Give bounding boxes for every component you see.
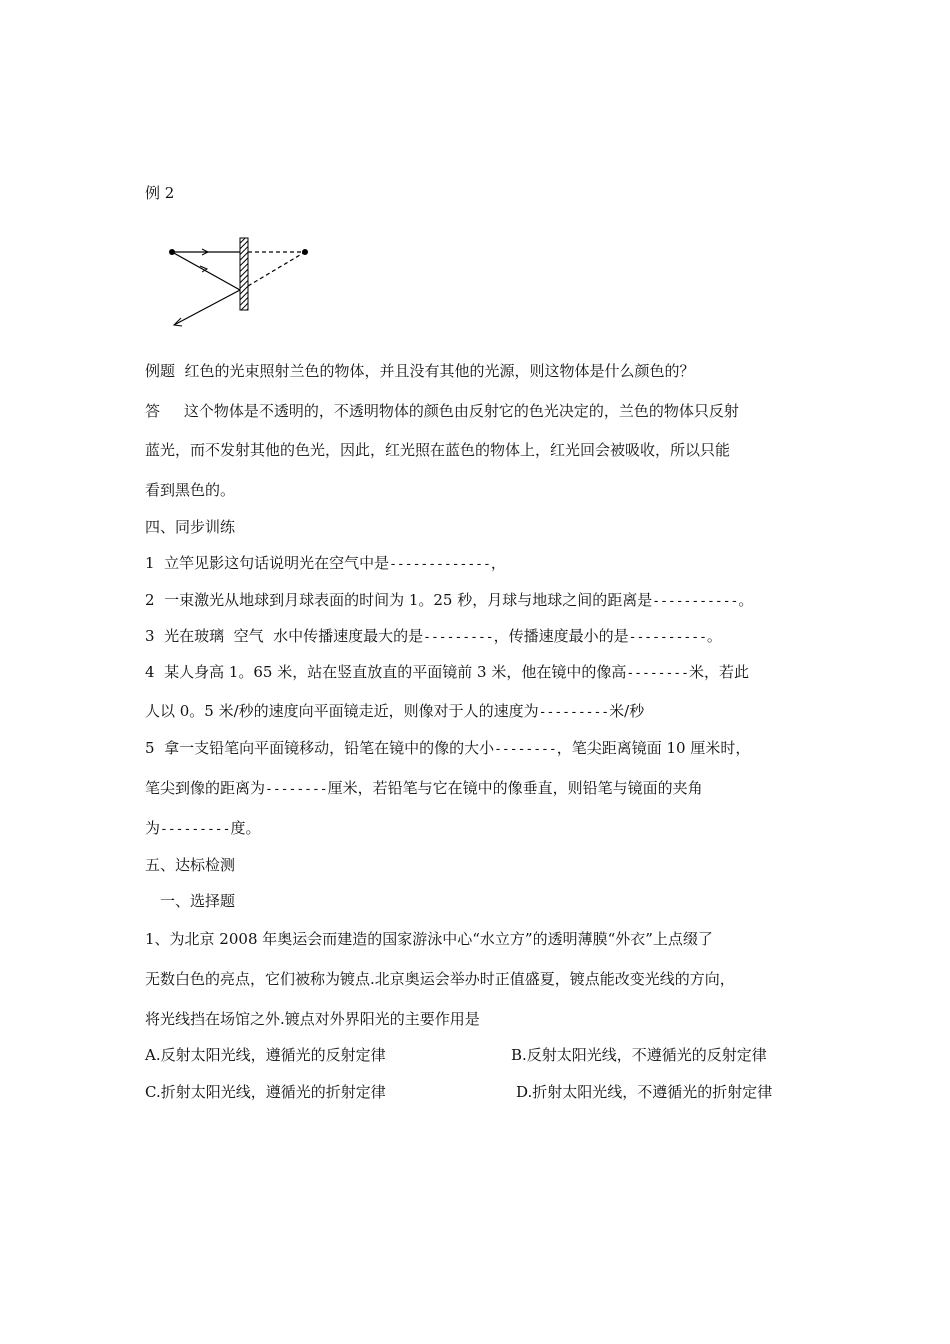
incident-ray <box>172 252 240 290</box>
exercise-4-line-2: 人以 0。5 米/秒的速度向平面镜走近，则像对于人的速度为---------米/秒 <box>145 702 645 720</box>
exercise-2: 2 一束激光从地球到月球表面的时间为 1。25 秒，月球与地球之间的距离是-----------。 <box>145 591 754 609</box>
option-d: D.折射太阳光线，不遵循光的折射定律 <box>516 1083 773 1101</box>
mc-question-line-2: 无数白色的亮点，它们被称为镀点.北京奥运会举办时正值盛夏，镀点能改变光线的方向， <box>145 970 735 988</box>
reflected-ray <box>174 290 240 325</box>
answer-line-3: 看到黑色的。 <box>145 481 236 499</box>
section-5-title: 五、达标检测 <box>145 856 236 874</box>
mc-question-line-3: 将光线挡在场馆之外.镀点对外界阳光的主要作用是 <box>145 1010 480 1028</box>
exercise-5-line-2: 笔尖到像的距离为--------厘米，若铅笔与它在镜中的像垂直，则铅笔与镜面的夹角 <box>145 779 703 797</box>
exercise-5-line-1: 5 拿一支铅笔向平面镜移动，铅笔在镜中的像的大小--------，笔尖距离镜面 10 厘米时， <box>145 739 751 757</box>
exercise-3: 3 光在玻璃 空气 水中传播速度最大的是---------，传播速度最小的是----------。 <box>145 627 722 645</box>
option-b: B.反射太阳光线，不遵循光的反射定律 <box>511 1046 767 1064</box>
answer-line-1: 答 这个物体是不透明的，不透明物体的颜色由反射它的色光决定的，兰色的物体只反射 <box>145 402 739 420</box>
example-question: 例题 红色的光束照射兰色的物体，并且没有其他的光源，则这物体是什么颜色的？ <box>145 362 695 380</box>
section-4-title: 四、同步训练 <box>145 518 236 536</box>
mirror-reflection-diagram <box>160 232 320 332</box>
option-a: A.反射太阳光线，遵循光的反射定律 <box>145 1046 386 1064</box>
multiple-choice-heading: 一、选择题 <box>160 892 236 910</box>
dashed-image-line-bottom <box>248 252 305 286</box>
exercise-4-line-1: 4 某人身高 1。65 米，站在竖直放直的平面镜前 3 米，他在镜中的像高--------米，若此 <box>145 663 749 681</box>
exercise-5-line-3: 为---------度。 <box>145 819 261 837</box>
exercise-1: 1 立竿见影这句话说明光在空气中是-------------， <box>145 554 506 572</box>
mc-question-line-1: 1、为北京 2008 年奥运会而建造的国家游泳中心“水立方”的透明薄膜“外衣”上点缀了 <box>145 930 713 948</box>
plane-mirror <box>240 238 248 310</box>
example-2-label: 例 2 <box>145 184 175 202</box>
option-c: C.折射太阳光线，遵循光的折射定律 <box>145 1083 386 1101</box>
answer-line-2: 蓝光，而不发射其他的色光，因此，红光照在蓝色的物体上，红光回会被吸收，所以只能 <box>145 441 731 459</box>
